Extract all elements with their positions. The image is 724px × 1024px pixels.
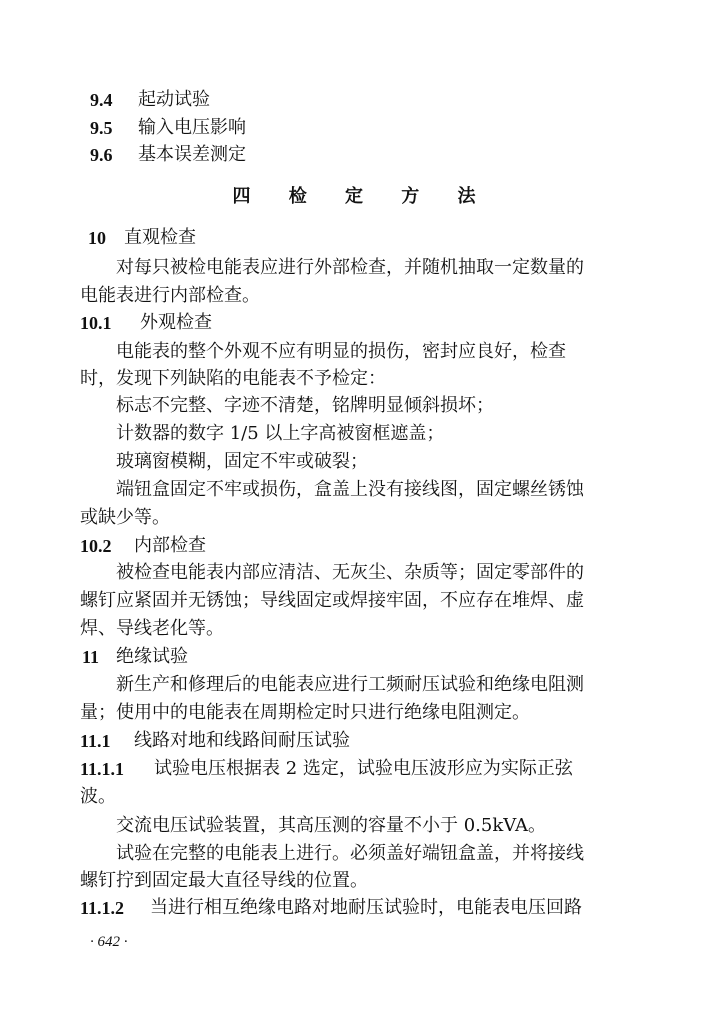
paragraph-line: 对每只被检电能表应进行外部检查，并随机抽取一定数量的 <box>116 257 584 278</box>
page-number: · 642 · <box>90 934 128 950</box>
paragraph-line: 电能表的整个外观不应有明显的损伤，密封应良好，检查 <box>116 341 566 362</box>
list-item: 端钮盒固定不牢或损伤，盒盖上没有接线图，固定螺丝锈蚀 <box>116 479 584 500</box>
list-item: 或缺少等。 <box>80 507 170 528</box>
toc-title: 起动试验 <box>138 89 210 110</box>
clause-title: 外观检查 <box>140 312 212 333</box>
clause-number: 10.2 <box>80 536 112 556</box>
toc-number: 9.6 <box>90 145 113 165</box>
clause-number: 10 <box>88 228 106 248</box>
clause-title: 绝缘试验 <box>116 646 188 667</box>
clause-number: 11.1.1 <box>80 759 125 779</box>
list-item: 计数器的数字 1/5 以上字高被窗框遮盖； <box>116 423 445 444</box>
toc-number: 9.5 <box>90 118 113 138</box>
clause-number: 11.1 <box>80 731 111 751</box>
toc-number: 9.4 <box>90 90 113 110</box>
paragraph-line: 波。 <box>80 786 116 807</box>
clause-title: 直观检查 <box>124 227 196 248</box>
toc-title: 基本误差测定 <box>138 144 246 165</box>
clause-number: 11 <box>82 647 100 667</box>
paragraph-line: 时，发现下列缺陷的电能表不予检定： <box>80 368 386 389</box>
paragraph-line: 新生产和修理后的电能表应进行工频耐压试验和绝缘电阻测 <box>116 674 584 695</box>
clause-title: 内部检查 <box>134 535 206 556</box>
paragraph-line: 焊、导线老化等。 <box>80 618 224 639</box>
list-item: 玻璃窗模糊，固定不牢或破裂； <box>116 451 368 472</box>
paragraph-line: 电能表进行内部检查。 <box>80 285 260 306</box>
clause-number: 11.1.2 <box>80 898 125 918</box>
clause-title: 线路对地和线路间耐压试验 <box>134 730 350 751</box>
toc-title: 输入电压影响 <box>138 117 246 138</box>
paragraph-line: 被检查电能表内部应清洁、无灰尘、杂质等；固定零部件的 <box>116 562 584 583</box>
paragraph-line: 试验电压根据表 2 选定，试验电压波形应为实际正弦 <box>154 758 573 779</box>
clause-number: 10.1 <box>80 313 112 333</box>
paragraph-line: 量；使用中的电能表在周期检定时只进行绝缘电阻测定。 <box>80 702 530 723</box>
paragraph-line: 螺钉应紧固并无锈蚀；导线固定或焊接牢固，不应存在堆焊、虚 <box>80 590 584 611</box>
paragraph-line: 螺钉拧到固定最大直径导线的位置。 <box>80 870 368 891</box>
list-item: 标志不完整、字迹不清楚，铭牌明显倾斜损坏； <box>116 395 494 416</box>
paragraph-line: 当进行相互绝缘电路对地耐压试验时，电能表电压回路 <box>150 897 582 918</box>
paragraph-line: 试验在完整的电能表上进行。必须盖好端钮盒盖，并将接线 <box>116 843 584 864</box>
section-heading: 四 检 定 方 法 <box>232 186 492 207</box>
paragraph-line: 交流电压试验装置，其高压测的容量不小于 0.5kVA。 <box>116 815 547 836</box>
